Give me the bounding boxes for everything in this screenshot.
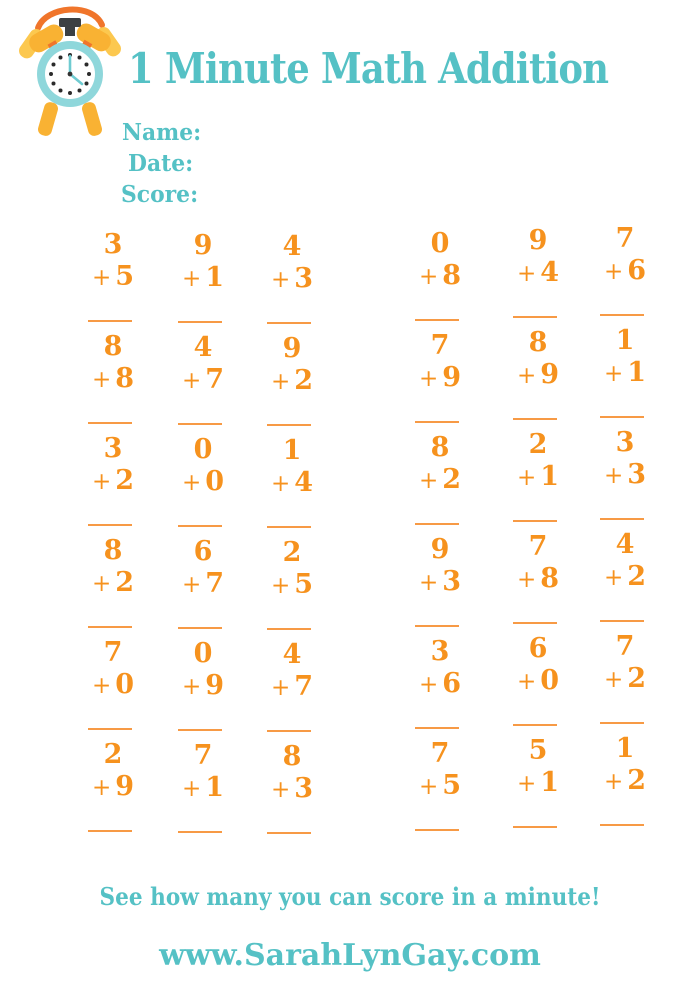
addend-top: 6 [193,536,213,567]
addend-bottom: 1 [205,771,225,803]
addend-top: 7 [528,531,548,562]
addend-top: 2 [282,537,302,568]
addend-top: 4 [282,639,302,670]
problem-17 [500,430,576,522]
plus-icon: + [181,673,202,700]
plus-icon: + [516,464,537,491]
addend-bottom-row [75,568,151,598]
addend-bottom: 0 [115,668,135,700]
addend-bottom-row [254,672,330,702]
addend-top: 1 [615,733,635,764]
addend-bottom: 3 [294,262,314,294]
addend-top: 2 [103,739,123,770]
addend-top: 1 [615,325,635,356]
answer-line [88,422,132,424]
plus-icon: + [516,668,537,695]
problem-12 [587,326,663,418]
addend-bottom-row [402,567,478,597]
plus-icon: + [418,365,439,392]
addend-bottom-row [587,664,663,694]
addend-bottom: 1 [627,356,647,388]
plus-icon: + [516,566,537,593]
plus-icon: + [270,470,291,497]
problem-22 [402,535,478,627]
answer-line [178,525,222,527]
answer-line [88,830,132,832]
answer-line [267,730,311,732]
addend-bottom-row [500,360,576,390]
answer-line [178,729,222,731]
plus-icon: + [181,775,202,802]
answer-line [178,627,222,629]
answer-line [415,625,459,627]
addend-bottom: 2 [294,364,314,396]
addend-bottom-row [402,669,478,699]
addend-top: 6 [528,633,548,664]
problem-30 [587,632,663,724]
date-label: Date: [128,150,194,177]
problem-15 [254,436,330,528]
answer-line [513,622,557,624]
answer-line [415,319,459,321]
problem-26 [165,639,241,731]
answer-line [600,416,644,418]
problem-7 [75,332,151,424]
addend-bottom-row [500,258,576,288]
addend-bottom: 2 [627,662,647,694]
addend-top: 5 [528,735,548,766]
plus-icon: + [603,768,624,795]
page-title: 1 Minute Math Addition [128,44,609,93]
addend-bottom: 5 [442,769,462,801]
addend-bottom: 2 [627,560,647,592]
addend-top: 3 [615,427,635,458]
addend-bottom-row [254,468,330,498]
problem-24 [587,530,663,622]
addend-bottom-row [75,364,151,394]
addend-top: 7 [193,740,213,771]
addend-top: 0 [193,638,213,669]
plus-icon: + [418,263,439,290]
problem-11 [500,328,576,420]
addend-bottom: 3 [442,565,462,597]
plus-icon: + [181,367,202,394]
plus-icon: + [418,569,439,596]
answer-line [267,832,311,834]
addend-bottom: 1 [540,766,560,798]
problem-18 [587,428,663,520]
plus-icon: + [181,571,202,598]
addend-bottom-row [75,772,151,802]
plus-icon: + [270,572,291,599]
plus-icon: + [516,770,537,797]
problem-27 [254,640,330,732]
answer-line [267,526,311,528]
addend-top: 4 [193,332,213,363]
problem-34 [402,739,478,831]
plus-icon: + [603,462,624,489]
plus-icon: + [91,366,112,393]
plus-icon: + [603,564,624,591]
addend-bottom: 9 [442,361,462,393]
plus-icon: + [516,362,537,389]
addend-bottom-row [500,666,576,696]
addend-bottom: 6 [442,667,462,699]
answer-line [88,626,132,628]
answer-line [415,421,459,423]
name-label: Name: [122,119,202,146]
addend-bottom: 1 [540,460,560,492]
answer-line [600,314,644,316]
plus-icon: + [418,671,439,698]
addend-bottom: 5 [294,568,314,600]
addend-top: 7 [430,330,450,361]
plus-icon: + [91,774,112,801]
addend-top: 1 [282,435,302,466]
problem-9 [254,334,330,426]
plus-icon: + [270,368,291,395]
answer-line [267,628,311,630]
problem-28 [402,637,478,729]
score-label: Score: [121,181,199,208]
addend-bottom-row [165,773,241,803]
addend-bottom: 8 [442,259,462,291]
answer-line [600,518,644,520]
answer-line [88,728,132,730]
addend-top: 3 [103,433,123,464]
answer-line [267,322,311,324]
addend-bottom: 8 [540,562,560,594]
addend-top: 7 [615,631,635,662]
addend-top: 2 [528,429,548,460]
addend-bottom: 9 [540,358,560,390]
addend-bottom-row [587,766,663,796]
addend-top: 4 [615,529,635,560]
answer-line [513,316,557,318]
plus-icon: + [418,467,439,494]
problem-33 [254,742,330,834]
addend-top: 8 [103,331,123,362]
addend-bottom-row [500,564,576,594]
problem-35 [500,736,576,828]
problem-32 [165,741,241,833]
addend-bottom-row [402,771,478,801]
addend-bottom: 4 [540,256,560,288]
problem-8 [165,333,241,425]
addend-bottom: 2 [115,566,135,598]
problem-2 [165,231,241,323]
problem-29 [500,634,576,726]
addend-top: 4 [282,231,302,262]
addend-bottom-row [587,256,663,286]
plus-icon: + [270,776,291,803]
addend-bottom: 1 [205,261,225,293]
footer-website: www.SarahLynGay.com [159,938,541,973]
plus-icon: + [603,258,624,285]
addend-bottom: 2 [442,463,462,495]
problem-4 [402,229,478,321]
addend-bottom-row [402,261,478,291]
addend-bottom-row [254,264,330,294]
problem-19 [75,536,151,628]
problem-10 [402,331,478,423]
problem-31 [75,740,151,832]
addend-top: 0 [430,228,450,259]
answer-line [267,424,311,426]
addend-top: 8 [282,741,302,772]
plus-icon: + [270,266,291,293]
addend-top: 3 [430,636,450,667]
addend-bottom-row [75,466,151,496]
addend-bottom: 4 [294,466,314,498]
plus-icon: + [91,672,112,699]
addend-bottom: 9 [115,770,135,802]
problem-16 [402,433,478,525]
addend-top: 7 [615,223,635,254]
answer-line [600,722,644,724]
addend-top: 7 [430,738,450,769]
problem-5 [500,226,576,318]
plus-icon: + [181,469,202,496]
addend-top: 8 [430,432,450,463]
answer-line [513,520,557,522]
answer-line [178,321,222,323]
footer-tagline: See how many you can score in a minute! [99,882,601,911]
addend-bottom: 5 [115,260,135,292]
addend-bottom: 0 [205,465,225,497]
answer-line [178,423,222,425]
answer-line [513,826,557,828]
addend-bottom: 7 [205,363,225,395]
addend-bottom-row [587,562,663,592]
plus-icon: + [418,773,439,800]
answer-line [600,620,644,622]
plus-icon: + [603,666,624,693]
problem-13 [75,434,151,526]
answer-line [88,320,132,322]
addend-top: 7 [103,637,123,668]
addend-bottom: 3 [294,772,314,804]
answer-line [415,727,459,729]
answer-line [513,418,557,420]
addend-bottom-row [500,462,576,492]
problem-3 [254,232,330,324]
plus-icon: + [91,570,112,597]
problem-21 [254,538,330,630]
problem-14 [165,435,241,527]
addend-bottom-row [587,460,663,490]
addend-bottom-row [254,774,330,804]
addend-bottom-row [165,569,241,599]
addend-bottom: 0 [540,664,560,696]
plus-icon: + [181,265,202,292]
plus-icon: + [91,468,112,495]
addend-top: 9 [193,230,213,261]
addend-bottom-row [402,465,478,495]
addend-bottom-row [165,365,241,395]
addend-bottom: 3 [627,458,647,490]
plus-icon: + [516,260,537,287]
addend-bottom: 9 [205,669,225,701]
addend-bottom: 6 [627,254,647,286]
addend-bottom-row [500,768,576,798]
addend-bottom: 7 [205,567,225,599]
addend-bottom-row [254,366,330,396]
addend-bottom-row [254,570,330,600]
addend-top: 8 [103,535,123,566]
addend-bottom-row [75,670,151,700]
problem-1 [75,230,151,322]
addend-top: 9 [282,333,302,364]
plus-icon: + [603,360,624,387]
addend-bottom-row [75,262,151,292]
addend-top: 8 [528,327,548,358]
addend-bottom-row [165,467,241,497]
problem-20 [165,537,241,629]
addend-bottom-row [402,363,478,393]
addend-bottom: 8 [115,362,135,394]
problem-25 [75,638,151,730]
addend-top: 9 [528,225,548,256]
addend-bottom: 7 [294,670,314,702]
answer-line [513,724,557,726]
addend-top: 3 [103,229,123,260]
answer-line [178,831,222,833]
answer-line [600,824,644,826]
addend-bottom: 2 [115,464,135,496]
problem-36 [587,734,663,826]
plus-icon: + [270,674,291,701]
addend-top: 9 [430,534,450,565]
problem-23 [500,532,576,624]
addend-bottom: 2 [627,764,647,796]
addend-bottom-row [165,263,241,293]
addend-bottom-row [587,358,663,388]
addend-bottom-row [165,671,241,701]
problem-6 [587,224,663,316]
addend-top: 0 [193,434,213,465]
answer-line [88,524,132,526]
answer-line [415,523,459,525]
answer-line [415,829,459,831]
plus-icon: + [91,264,112,291]
